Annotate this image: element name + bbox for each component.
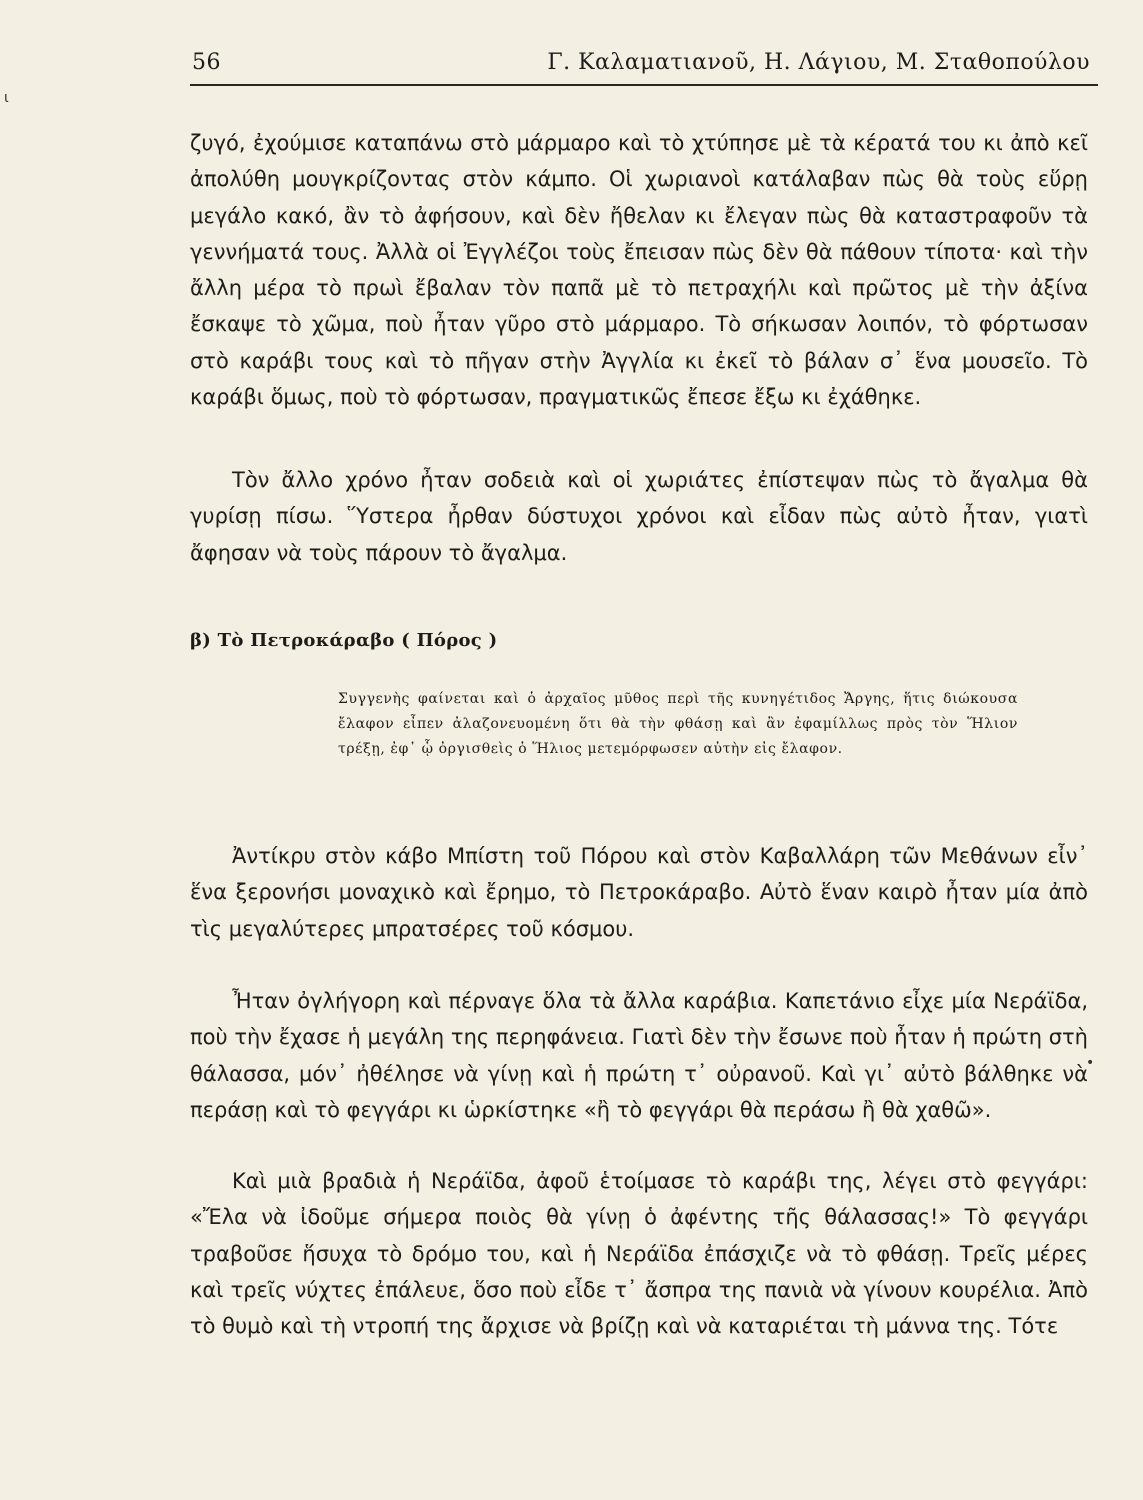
- body-paragraph: Τὸν ἄλλο χρόνο ἦταν σοδειὰ καὶ οἱ χωριάτες ἐπίστεψαν πὼς τὸ ἄγαλμα θὰ γυρίσῃ πίσω. Ὕστερα ἦρθαν δύστυχοι χρόνοι καὶ εἶδαν πὼς αὐτὸ ἦταν, γιατὶ ἄφησαν νὰ τοὺς πάρουν τὸ ἄγαλμα.: [190, 468, 1088, 565]
- running-head: Γ. Καλαματιανοῦ, Η. Λάγιου, Μ. Σταθοπούλου: [547, 50, 1090, 75]
- body-paragraph: Καὶ μιὰ βραδιὰ ἡ Νεράϊδα, ἀφοῦ ἑτοίμασε τὸ καράβι της, λέγει στὸ φεγγάρι: «Ἔλα νὰ ἰδοῦμε σήμερα ποιὸς θὰ γίνῃ ὁ ἀφέντης τῆς θάλασσας!» Τὸ φεγγάρι τραβοῦσε ἥσυχα τὸ δρόμο του, καὶ ἡ Νεράϊδα ἐπάσχιζε νὰ τὸ φθάσῃ. Τρεῖς μέρες καὶ τρεῖς νύχτες ἐπάλευε, ὅσο ποὺ εἶδε τ᾽ ἄσπρα της πανιὰ νὰ γίνουν κουρέλια. Ἀπὸ τὸ θυμὸ καὶ τὴ ντροπή της ἄρχισε νὰ βρίζῃ καὶ νὰ καταριέται τὴ μάννα της. Τότε: [190, 1169, 1088, 1339]
- epigraph-note: Συγγενὴς φαίνεται καὶ ὁ ἀρχαῖος μῦθος περὶ τῆς κυνηγέτιδος Ἄργης, ἥτις διώκουσα ἔλαφον εἶπεν ἀλαζονευομένη ὅτι θὰ τὴν φθάσῃ καὶ ἂν ἐφαμίλλως πρὸς τὸν Ἥλιον τρέξῃ, ἐφ᾽ ᾧ ὀργισθεὶς ὁ Ἥλιος μετεμόρφωσεν αὐτὴν εἰς ἔλαφον.: [338, 691, 1018, 757]
- header-rule: [190, 84, 1098, 86]
- page-number: 56: [192, 50, 221, 75]
- section-heading: β) Τὸ Πετροκάραβο ( Πόρος ): [190, 630, 498, 651]
- body-paragraph: Ἦταν ὀγλήγορη καὶ πέρναγε ὅλα τὰ ἄλλα καράβια. Καπετάνιο εἶχε μία Νεράϊδα, ποὺ τὴν ἔχασε ἡ μεγάλη της περηφάνεια. Γιατὶ δὲν τὴν ἔσωνε ποὺ ἦταν ἡ πρώτη στὴ θάλασσα, μόν᾽ ἠθέλησε νὰ γίνῃ καὶ ἡ πρώτη τ᾽ οὐρανοῦ. Καὶ γι᾽ αὐτὸ βάλθηκε νὰ περάσῃ καὶ τὸ φεγγάρι κι ὡρκίστηκε «ἢ τὸ φεγγάρι θὰ περάσω ἢ θὰ χαθῶ».: [190, 989, 1088, 1122]
- body-paragraph: ζυγό, ἐχούμισε καταπάνω στὸ μάρμαρο καὶ τὸ χτύπησε μὲ τὰ κέρατά του κι ἀπὸ κεῖ ἀπολύθη μουγκρίζοντας στὸν κάμπο. Οἱ χωριανοὶ κατάλαβαν πὼς θὰ τοὺς εὕρῃ μεγάλο κακό, ἂν τὸ ἀφήσουν, καὶ δὲν ἤθελαν κι ἔλεγαν πὼς θὰ καταστραφοῦν τὰ γεννήματά τους. Ἀλλὰ οἱ Ἐγγλέζοι τοὺς ἔπεισαν πὼς δὲν θὰ πάθουν τίποτα· καὶ τὴν ἄλλη μέρα τὸ πρωὶ ἔβαλαν τὸν παπᾶ μὲ τὸ πετραχήλι καὶ πρῶτος μὲ τὴν ἀξίνα ἔσκαψε τὸ χῶμα, ποὺ ἦταν γῦρο στὸ μάρμαρο. Τὸ σήκωσαν λοιπόν, τὸ φόρτωσαν στὸ καράβι τους καὶ τὸ πῆγαν στὴν Ἀγγλία κι ἐκεῖ τὸ βάλαν σ᾽ ἕνα μουσεῖο. Τὸ καράβι ὅμως, ποὺ τὸ φόρτωσαν, πραγματικῶς ἔπεσε ἔξω κι ἐχάθηκε.: [190, 131, 1088, 410]
- body-paragraph: Ἀντίκρυ στὸν κάβο Μπίστη τοῦ Πόρου καὶ στὸν Καβαλλάρη τῶν Μεθάνων εἶν᾽ ἕνα ξερονήσι μοναχικὸ καὶ ἔρημο, τὸ Πετροκάραβο. Αὐτὸ ἕναν καιρὸ ἦταν μία ἀπὸ τὶς μεγαλύτερες μπρατσέρες τοῦ κόσμου.: [190, 844, 1088, 941]
- margin-mark: ι: [4, 90, 9, 106]
- margin-mark: •: [1086, 1055, 1095, 1071]
